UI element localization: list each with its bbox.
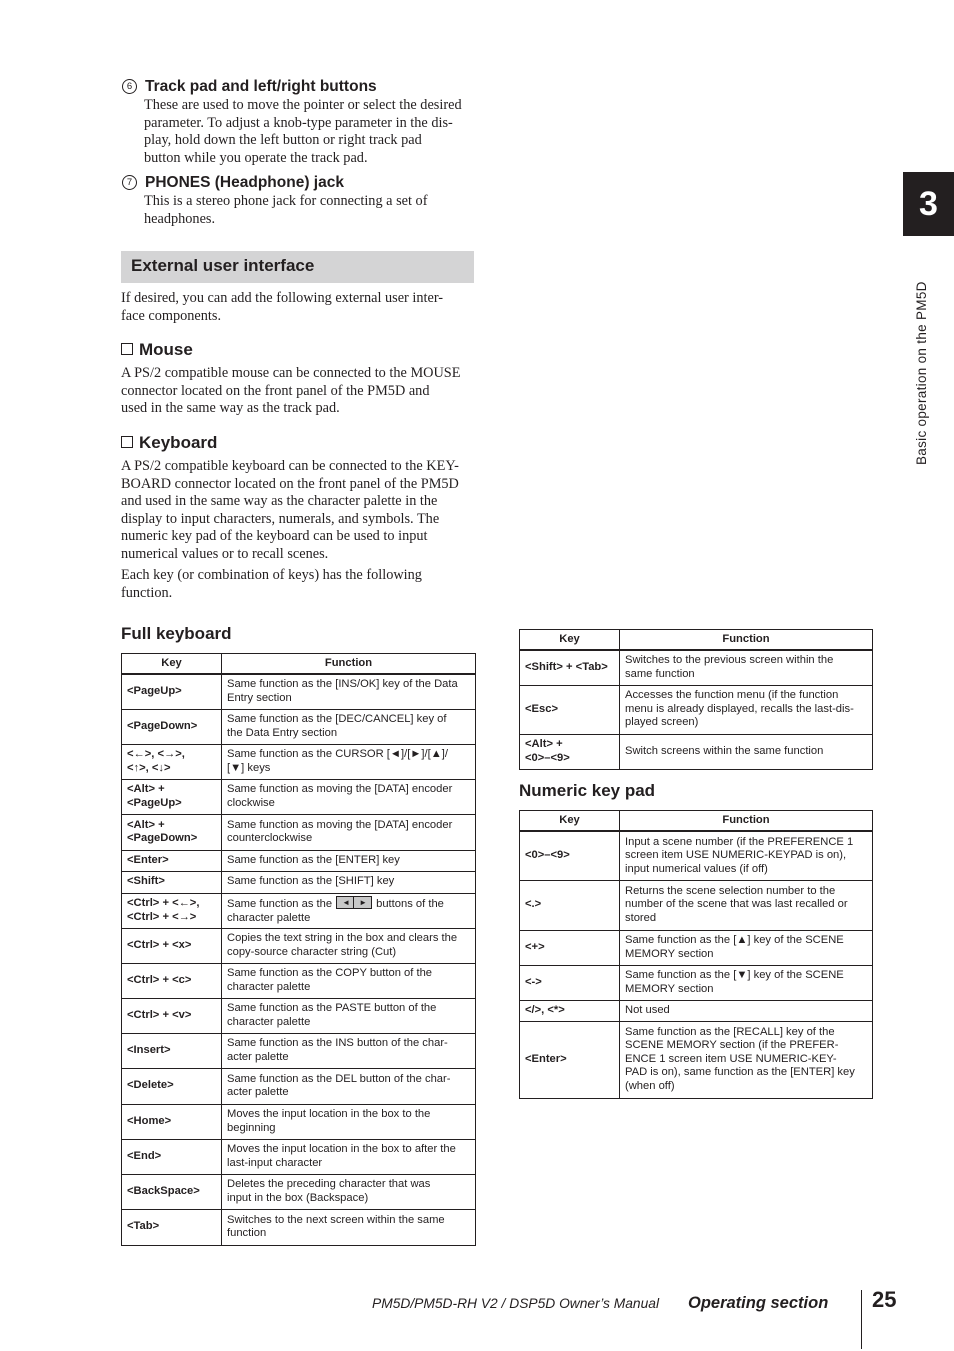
table-row xyxy=(122,1033,476,1068)
function-text: MEMORY section xyxy=(625,947,714,960)
function-text: character palette xyxy=(227,1015,311,1028)
function-text: acter palette xyxy=(227,1050,289,1063)
key-text: <Ctrl> + <c> xyxy=(127,973,192,986)
function-text: Same function as the [ENTER] key xyxy=(227,853,400,866)
function-cell xyxy=(620,831,873,880)
key-cell xyxy=(122,1033,222,1068)
function-text: the Data Entry section xyxy=(227,726,338,739)
key-cell xyxy=(122,1209,222,1245)
function-text: Same function as the [RECALL] key of the xyxy=(625,1025,835,1038)
text-line: button while you operate the track pad. xyxy=(144,149,368,166)
key-text: <Ctrl> + <←>, xyxy=(127,897,200,909)
function-cell xyxy=(222,709,476,744)
key-text: <0>–<9> xyxy=(525,849,570,861)
cursor-left-right-buttons-icon: ◄ ► xyxy=(336,896,372,909)
item-6-heading xyxy=(122,77,377,97)
item-number-7: 7 xyxy=(122,175,137,190)
function-cell xyxy=(620,734,873,769)
function-text: same function xyxy=(625,667,695,680)
table-row xyxy=(122,709,476,744)
key-cell xyxy=(122,963,222,998)
function-text: Returns the scene selection number to the xyxy=(625,884,836,897)
text-line: BOARD connector located on the front panel of the PM5D xyxy=(121,475,459,492)
key-cell xyxy=(122,928,222,963)
function-cell xyxy=(222,928,476,963)
key-cell xyxy=(520,734,620,769)
function-text: character palette xyxy=(227,980,311,993)
text-line: display to input characters, numerals, and symbols. The xyxy=(121,510,440,527)
text-line: parameter. To adjust a knob-type parameter in the dis- xyxy=(144,114,453,131)
text-line: Each key (or combination of keys) has the following xyxy=(121,567,422,583)
function-cell xyxy=(222,1209,476,1245)
function-cell xyxy=(222,779,476,814)
table-row xyxy=(122,871,476,893)
column-header-key: Key xyxy=(122,654,222,675)
function-text: Moves the input location in the box to after the xyxy=(227,1143,456,1155)
function-text: number of the scene that was last recalled or xyxy=(625,898,848,911)
key-cell xyxy=(520,650,620,685)
key-cell xyxy=(122,779,222,814)
table-row xyxy=(520,734,873,769)
table-row xyxy=(122,928,476,963)
table-row xyxy=(520,650,873,685)
function-cell xyxy=(222,1033,476,1068)
function-text: Entry section xyxy=(227,691,292,704)
numeric-key-pad-table xyxy=(519,810,873,1099)
function-text: Input a scene number (if the PREFERENCE 1 xyxy=(625,835,854,848)
function-text: Switches to the next screen within the same xyxy=(227,1213,445,1226)
function-text: Same function as the COPY button of the xyxy=(227,967,433,979)
key-text: <Tab> xyxy=(127,1220,160,1233)
key-text: <PageUp> xyxy=(127,685,182,697)
function-text: Same function as the INS button of the char- xyxy=(227,1037,448,1049)
footer-section-name: Operating section xyxy=(688,1294,829,1312)
function-text: MEMORY section xyxy=(625,982,714,995)
function-text: Same function as moving the [DATA] encoder xyxy=(227,818,453,831)
key-cell xyxy=(122,871,222,893)
key-text: </>, <*> xyxy=(525,1003,565,1016)
function-text: Same function as the [INS/OK] key of the Data xyxy=(227,678,458,691)
keyboard-description-2 xyxy=(121,567,476,602)
text-line: If desired, you can add the following external user inter- xyxy=(121,290,444,306)
function-text: Same function as the [DEC/CANCEL] key of xyxy=(227,713,447,725)
function-cell xyxy=(620,1021,873,1098)
key-cell xyxy=(520,880,620,930)
key-cell xyxy=(520,1000,620,1021)
column-header-key: Key xyxy=(520,811,620,832)
table-header-row xyxy=(520,811,873,832)
key-cell xyxy=(520,930,620,965)
text-line: used in the same way as the track pad. xyxy=(121,400,340,417)
table-row xyxy=(520,1021,873,1098)
table-row xyxy=(520,831,873,880)
function-cell xyxy=(222,963,476,998)
item-6-description xyxy=(144,97,479,167)
function-text: Same function as the DEL button of the char- xyxy=(227,1072,451,1085)
key-text: <Alt> + xyxy=(127,818,165,831)
table-row xyxy=(122,1174,476,1209)
function-text: beginning xyxy=(227,1121,276,1134)
function-cell xyxy=(222,998,476,1033)
full-keyboard-title: Full keyboard xyxy=(121,624,232,643)
table-row xyxy=(122,1104,476,1139)
function-text: Same function as the [▼] key of the SCENE xyxy=(625,969,844,981)
table-header-row xyxy=(520,630,873,651)
table-row xyxy=(122,814,476,850)
keyboard-title: Keyboard xyxy=(139,433,218,452)
key-text: <BackSpace> xyxy=(127,1184,200,1197)
function-cell xyxy=(620,965,873,1000)
key-cell xyxy=(122,850,222,871)
column-header-function: Function xyxy=(222,654,476,675)
function-text: played screen) xyxy=(625,716,699,729)
function-cell xyxy=(222,1104,476,1139)
function-cell xyxy=(620,650,873,685)
column-header-key: Key xyxy=(520,630,620,651)
footer-divider xyxy=(861,1290,862,1349)
key-text: <0>–<9> xyxy=(525,751,570,764)
key-text: <Home> xyxy=(127,1114,172,1127)
function-text: menu is already displayed, recalls the last-dis- xyxy=(625,702,854,715)
table-row xyxy=(520,880,873,930)
key-text: <Delete> xyxy=(127,1079,174,1092)
function-text: Same function as moving the [DATA] encoder xyxy=(227,783,453,795)
function-text: screen item USE NUMERIC-KEYPAD is on), xyxy=(625,849,847,861)
key-text: <Ctrl> + <→> xyxy=(127,910,197,923)
key-text: <Shift> + <Tab> xyxy=(525,661,608,673)
function-text: PAD is on), same function as the [ENTER] key xyxy=(625,1066,855,1079)
text-line: This is a stereo phone jack for connecting a set of xyxy=(144,193,428,209)
key-text: <Alt> + xyxy=(525,738,563,750)
function-cell xyxy=(222,744,476,779)
full-keyboard-table-continued xyxy=(519,629,873,770)
text-line: A PS/2 compatible keyboard can be connected to the KEY- xyxy=(121,458,459,474)
function-text: Same function as the [SHIFT] key xyxy=(227,875,395,888)
key-cell xyxy=(520,685,620,734)
table-row xyxy=(122,744,476,779)
column-header-function: Function xyxy=(620,811,873,832)
key-cell xyxy=(520,831,620,880)
key-text: <Ctrl> + <x> xyxy=(127,938,192,951)
text-line: numerical values or to recall scenes. xyxy=(121,545,329,562)
key-text: <Alt> + xyxy=(127,783,165,795)
table-header-row xyxy=(122,654,476,675)
function-text: Switch screens within the same function xyxy=(625,744,824,757)
checkbox-bullet-icon xyxy=(121,343,133,355)
function-text: Deletes the preceding character that was xyxy=(227,1178,431,1190)
function-text: copy-source character string (Cut) xyxy=(227,945,397,958)
table-row xyxy=(122,1139,476,1174)
function-cell xyxy=(620,880,873,930)
text-line: function. xyxy=(121,584,173,601)
table-row xyxy=(122,1209,476,1245)
function-text: Same function as the xyxy=(227,898,333,910)
function-cell xyxy=(222,871,476,893)
table-row xyxy=(122,674,476,709)
key-cell xyxy=(122,893,222,928)
function-text: (when off) xyxy=(625,1079,675,1092)
key-cell xyxy=(122,709,222,744)
function-text: input in the box (Backspace) xyxy=(227,1191,369,1204)
item-7-description xyxy=(144,193,479,228)
text-line: A PS/2 compatible mouse can be connected to the MOUSE xyxy=(121,365,461,381)
text-line: face components. xyxy=(121,307,222,324)
function-text: Not used xyxy=(625,1003,670,1016)
function-text: function xyxy=(227,1227,267,1239)
key-text: <←>, <→>, xyxy=(127,748,185,760)
function-text: Switches to the previous screen within the xyxy=(625,654,834,667)
function-text: buttons of the xyxy=(376,898,444,910)
item-number-6: 6 xyxy=(122,79,137,94)
key-text: <Enter> xyxy=(127,853,169,866)
function-text: Same function as the CURSOR [◄]/[►]/[▲]/ xyxy=(227,748,448,760)
key-cell xyxy=(122,1174,222,1209)
function-cell xyxy=(222,674,476,709)
key-text: <PageDown> xyxy=(127,719,198,732)
key-cell xyxy=(520,965,620,1000)
key-text: <PageUp> xyxy=(127,796,182,809)
function-text: Accesses the function menu (if the function xyxy=(625,689,839,702)
function-text: clockwise xyxy=(227,796,275,809)
section-intro xyxy=(121,290,476,325)
key-text: <Ctrl> + <v> xyxy=(127,1008,192,1021)
key-text: <-> xyxy=(525,975,542,988)
key-cell xyxy=(122,1139,222,1174)
key-text: <Shift> xyxy=(127,875,165,888)
key-text: <PageDown> xyxy=(127,832,198,844)
key-cell xyxy=(122,674,222,709)
key-text: <Esc> xyxy=(525,702,558,715)
function-text: [▼] keys xyxy=(227,761,271,774)
function-cell xyxy=(222,1139,476,1174)
text-line: numeric key pad of the keyboard can be used to input xyxy=(121,528,428,545)
key-cell xyxy=(122,744,222,779)
function-text: Same function as the PASTE button of the xyxy=(227,1002,437,1014)
table-row xyxy=(520,1000,873,1021)
section-title: External user interface xyxy=(131,256,315,275)
table-row xyxy=(520,685,873,734)
function-text: SCENE MEMORY section (if the PREFER- xyxy=(625,1039,839,1052)
table-row xyxy=(520,930,873,965)
function-cell xyxy=(222,1068,476,1104)
checkbox-bullet-icon xyxy=(121,436,133,448)
key-text: <.> xyxy=(525,898,542,911)
item-7-heading xyxy=(122,173,344,193)
item-6-title: Track pad and left/right buttons xyxy=(145,78,377,95)
key-text: <Insert> xyxy=(127,1043,171,1056)
function-cell xyxy=(222,850,476,871)
footer-manual-title: PM5D/PM5D-RH V2 / DSP5D Owner’s Manual xyxy=(372,1296,660,1311)
keyboard-heading xyxy=(121,432,217,454)
item-7-title: PHONES (Headphone) jack xyxy=(145,174,344,191)
function-text: counterclockwise xyxy=(227,832,313,844)
table-row xyxy=(520,965,873,1000)
text-line: connector located on the front panel of the PM5D and xyxy=(121,382,430,399)
key-cell xyxy=(122,814,222,850)
text-line: These are used to move the pointer or select the desired xyxy=(144,97,462,113)
full-keyboard-table xyxy=(121,653,476,1246)
section-heading-bar xyxy=(121,251,474,283)
function-cell xyxy=(620,1000,873,1021)
text-line: play, hold down the left button or right track pad xyxy=(144,132,422,149)
function-text: Copies the text string in the box and clears the xyxy=(227,932,458,944)
page-number: 25 xyxy=(872,1287,897,1312)
function-text: character palette xyxy=(227,911,311,924)
table-row xyxy=(122,893,476,928)
column-header-function: Function xyxy=(620,630,873,651)
function-cell xyxy=(620,930,873,965)
chapter-side-title: Basic operation on the PM5D xyxy=(914,281,929,465)
function-text: input numerical values (if off) xyxy=(625,862,768,875)
function-text: acter palette xyxy=(227,1086,289,1098)
table-row xyxy=(122,779,476,814)
function-text: Same function as the [▲] key of the SCENE xyxy=(625,934,844,946)
mouse-heading xyxy=(121,339,193,361)
table-row xyxy=(122,850,476,871)
table-row xyxy=(122,1068,476,1104)
text-line: and used in the same way as the character palette in the xyxy=(121,493,438,510)
text-line: headphones. xyxy=(144,210,216,227)
key-text: <+> xyxy=(525,940,545,953)
key-text: <Enter> xyxy=(525,1052,567,1065)
key-cell xyxy=(122,1104,222,1139)
function-text: Moves the input location in the box to the xyxy=(227,1108,431,1120)
mouse-description xyxy=(121,365,476,418)
keyboard-description xyxy=(121,458,476,564)
key-text: <End> xyxy=(127,1149,162,1162)
key-cell xyxy=(520,1021,620,1098)
function-text: stored xyxy=(625,911,657,924)
chapter-tab: 3 xyxy=(903,172,954,236)
key-cell xyxy=(122,998,222,1033)
key-cell xyxy=(122,1068,222,1104)
mouse-title: Mouse xyxy=(139,340,193,359)
function-cell xyxy=(222,814,476,850)
table-row xyxy=(122,963,476,998)
function-cell xyxy=(222,1174,476,1209)
key-text: <↑>, <↓> xyxy=(127,761,171,774)
function-text: ENCE 1 screen item USE NUMERIC-KEY- xyxy=(625,1052,837,1065)
numeric-key-pad-title: Numeric key pad xyxy=(519,781,656,800)
function-cell xyxy=(620,685,873,734)
function-text: last-input character xyxy=(227,1156,323,1169)
function-cell xyxy=(222,893,476,928)
table-row xyxy=(122,998,476,1033)
